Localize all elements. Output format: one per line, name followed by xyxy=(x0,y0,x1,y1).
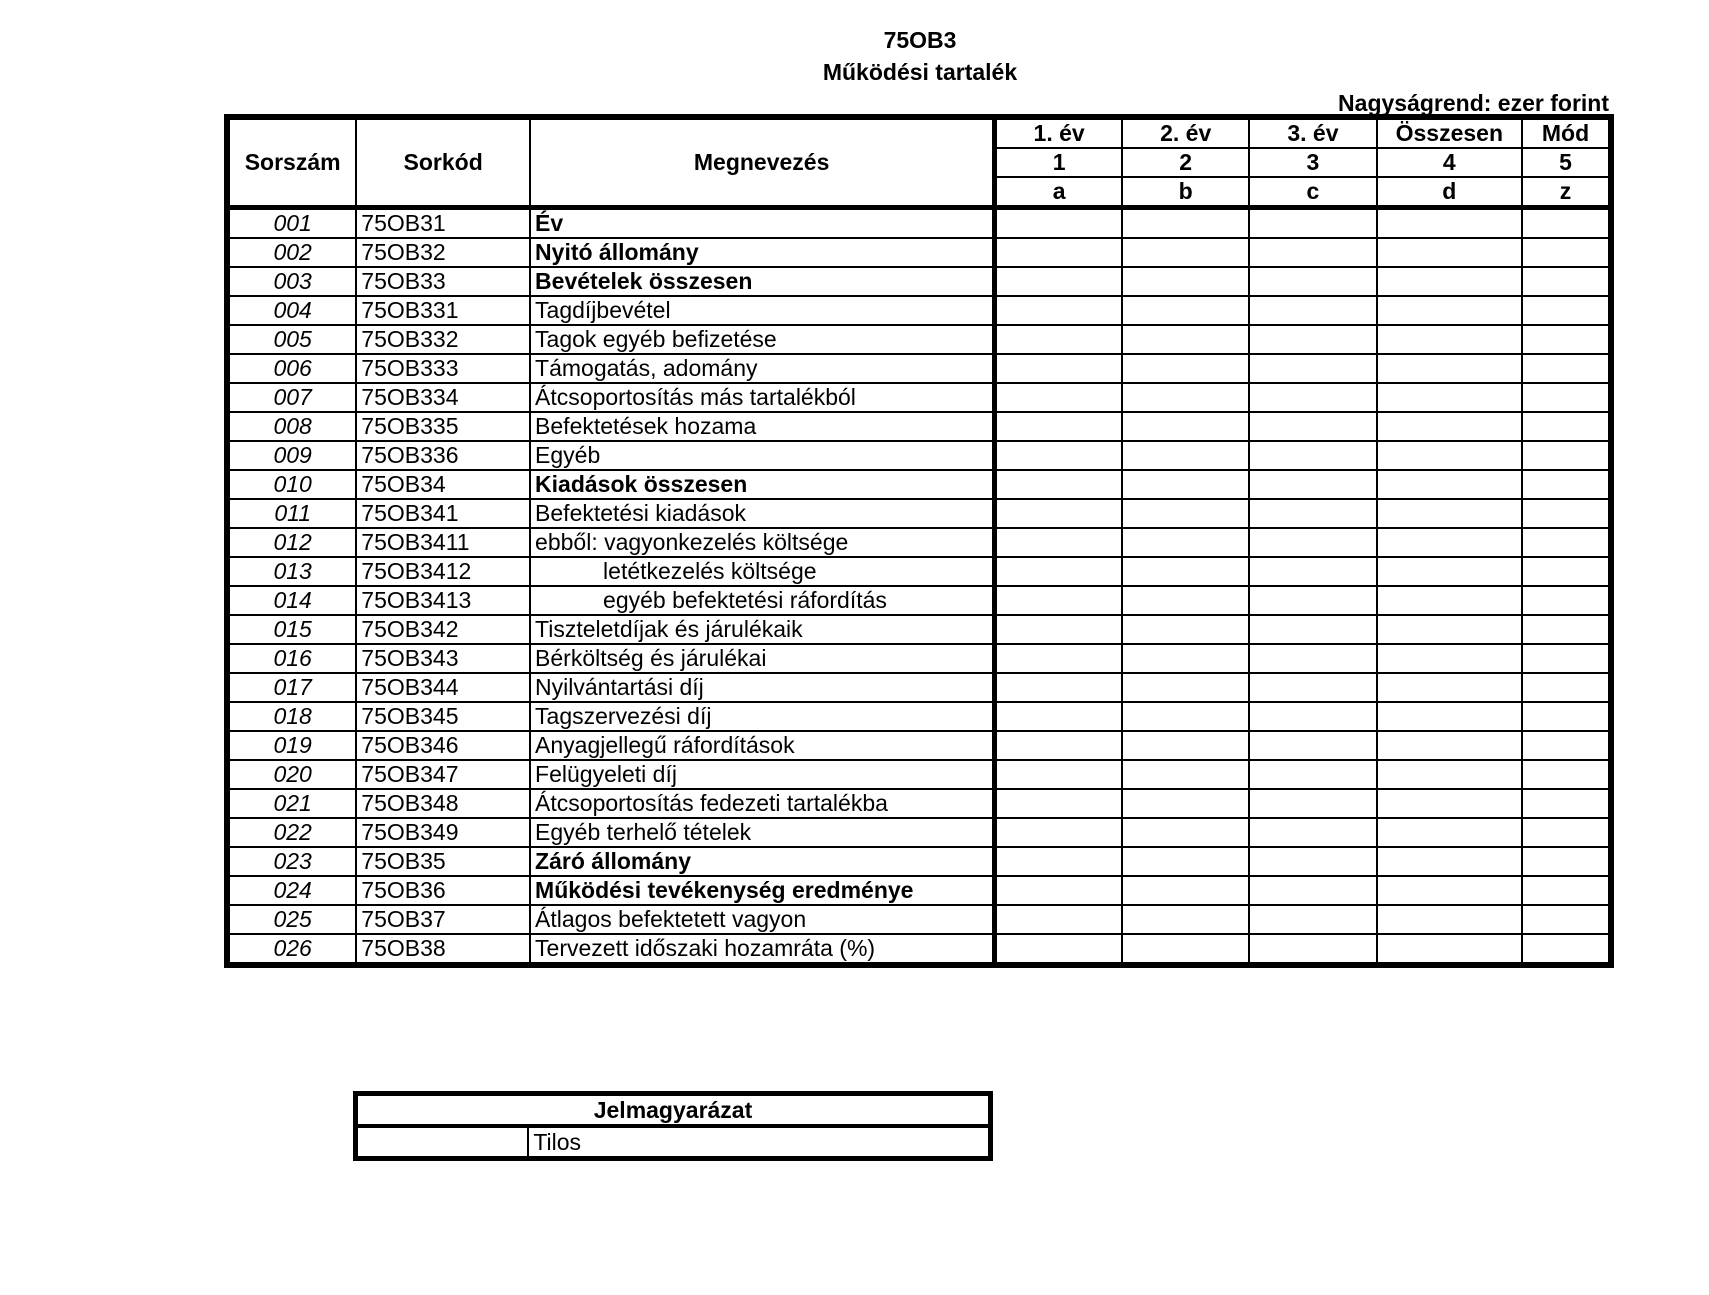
value-cell-total[interactable] xyxy=(1377,267,1522,296)
value-cell-mod[interactable] xyxy=(1522,238,1611,267)
table-row xyxy=(227,905,1611,934)
row-code: 75OB34 xyxy=(356,470,530,499)
value-cell-total[interactable] xyxy=(1377,296,1522,325)
value-cell-year2[interactable] xyxy=(1122,325,1249,354)
value-cell-mod[interactable] xyxy=(1522,325,1611,354)
row-number: 009 xyxy=(227,441,356,470)
value-cell-year2[interactable] xyxy=(1122,238,1249,267)
table-row xyxy=(227,208,1611,239)
value-cell-mod[interactable] xyxy=(1522,847,1611,876)
value-cell-total[interactable] xyxy=(1377,702,1522,731)
value-cell-year2[interactable] xyxy=(1122,847,1249,876)
value-cell-year2[interactable] xyxy=(1122,528,1249,557)
row-code: 75OB3412 xyxy=(356,557,530,586)
col-mod-header: Mód xyxy=(1522,117,1611,148)
col-number: 4 xyxy=(1377,148,1522,177)
row-number: 013 xyxy=(227,557,356,586)
row-code: 75OB3411 xyxy=(356,528,530,557)
table-row xyxy=(227,731,1611,760)
value-cell-year1[interactable] xyxy=(995,586,1122,615)
value-cell-total[interactable] xyxy=(1377,528,1522,557)
table-row xyxy=(227,847,1611,876)
value-cell-mod[interactable] xyxy=(1522,644,1611,673)
main-table xyxy=(224,114,1614,968)
value-cell-year3[interactable] xyxy=(1249,876,1376,905)
value-cell-year3[interactable] xyxy=(1249,702,1376,731)
row-label: Egyéb xyxy=(530,441,995,470)
value-cell-year2[interactable] xyxy=(1122,876,1249,905)
table-row xyxy=(227,470,1611,499)
col-number: 5 xyxy=(1522,148,1611,177)
value-cell-total[interactable] xyxy=(1377,934,1522,965)
value-cell-mod[interactable] xyxy=(1522,383,1611,412)
value-cell-year3[interactable] xyxy=(1249,528,1376,557)
value-cell-year2[interactable] xyxy=(1122,702,1249,731)
value-cell-year1[interactable] xyxy=(995,934,1122,965)
col-sorszam-header: Sorszám xyxy=(227,117,356,208)
value-cell-year1[interactable] xyxy=(995,296,1122,325)
value-cell-year3[interactable] xyxy=(1249,905,1376,934)
value-cell-year2[interactable] xyxy=(1122,208,1249,239)
value-cell-year1[interactable] xyxy=(995,325,1122,354)
value-cell-total[interactable] xyxy=(1377,760,1522,789)
row-label: Kiadások összesen xyxy=(530,470,995,499)
table-row xyxy=(227,789,1611,818)
row-label: Tagdíjbevétel xyxy=(530,296,995,325)
row-number: 019 xyxy=(227,731,356,760)
table-row xyxy=(227,702,1611,731)
row-number: 018 xyxy=(227,702,356,731)
row-label: letétkezelés költsége xyxy=(530,557,995,586)
row-number: 002 xyxy=(227,238,356,267)
row-label: ebből: vagyonkezelés költsége xyxy=(530,528,995,557)
row-code: 75OB345 xyxy=(356,702,530,731)
value-cell-year2[interactable] xyxy=(1122,499,1249,528)
value-cell-mod[interactable] xyxy=(1522,586,1611,615)
value-cell-total[interactable] xyxy=(1377,818,1522,847)
col-letter: a xyxy=(995,177,1122,208)
value-cell-total[interactable] xyxy=(1377,557,1522,586)
value-cell-total[interactable] xyxy=(1377,208,1522,239)
value-cell-year1[interactable] xyxy=(995,208,1122,239)
value-cell-year1[interactable] xyxy=(995,847,1122,876)
value-cell-year3[interactable] xyxy=(1249,499,1376,528)
row-number: 026 xyxy=(227,934,356,965)
table-row xyxy=(227,296,1611,325)
value-cell-mod[interactable] xyxy=(1522,208,1611,239)
legend-swatch xyxy=(356,1126,529,1159)
col-megnevezes-header: Megnevezés xyxy=(530,117,995,208)
table-row xyxy=(227,238,1611,267)
value-cell-mod[interactable] xyxy=(1522,789,1611,818)
row-label: Tagszervezési díj xyxy=(530,702,995,731)
row-label: Egyéb terhelő tételek xyxy=(530,818,995,847)
value-cell-year2[interactable] xyxy=(1122,644,1249,673)
value-cell-year1[interactable] xyxy=(995,789,1122,818)
value-cell-year3[interactable] xyxy=(1249,441,1376,470)
row-code: 75OB341 xyxy=(356,499,530,528)
value-cell-year2[interactable] xyxy=(1122,441,1249,470)
table-row xyxy=(227,412,1611,441)
row-code: 75OB36 xyxy=(356,876,530,905)
value-cell-total[interactable] xyxy=(1377,905,1522,934)
value-cell-mod[interactable] xyxy=(1522,818,1611,847)
row-label: Átlagos befektetett vagyon xyxy=(530,905,995,934)
value-cell-year2[interactable] xyxy=(1122,296,1249,325)
row-label: egyéb befektetési ráfordítás xyxy=(530,586,995,615)
value-cell-year3[interactable] xyxy=(1249,325,1376,354)
value-cell-mod[interactable] xyxy=(1522,760,1611,789)
row-number: 003 xyxy=(227,267,356,296)
value-cell-year1[interactable] xyxy=(995,702,1122,731)
value-cell-year3[interactable] xyxy=(1249,557,1376,586)
table-row xyxy=(227,876,1611,905)
col-sorkod-header: Sorkód xyxy=(356,117,530,208)
row-number: 006 xyxy=(227,354,356,383)
value-cell-mod[interactable] xyxy=(1522,354,1611,383)
row-code: 75OB37 xyxy=(356,905,530,934)
value-cell-year1[interactable] xyxy=(995,354,1122,383)
table-row xyxy=(227,267,1611,296)
value-cell-total[interactable] xyxy=(1377,470,1522,499)
row-number: 023 xyxy=(227,847,356,876)
row-code: 75OB33 xyxy=(356,267,530,296)
value-cell-year3[interactable] xyxy=(1249,238,1376,267)
value-cell-total[interactable] xyxy=(1377,441,1522,470)
table-row xyxy=(227,934,1611,965)
row-code: 75OB335 xyxy=(356,412,530,441)
form-code: 75OB3 xyxy=(883,27,957,53)
value-cell-year3[interactable] xyxy=(1249,354,1376,383)
col-letter: z xyxy=(1522,177,1611,208)
row-label: Bérköltség és járulékai xyxy=(530,644,995,673)
row-code: 75OB333 xyxy=(356,354,530,383)
row-code: 75OB332 xyxy=(356,325,530,354)
row-label: Átcsoportosítás fedezeti tartalékba xyxy=(530,789,995,818)
value-cell-year3[interactable] xyxy=(1249,383,1376,412)
col-total-header: Összesen xyxy=(1377,117,1522,148)
row-code: 75OB35 xyxy=(356,847,530,876)
col-number: 2 xyxy=(1122,148,1249,177)
row-number: 020 xyxy=(227,760,356,789)
value-cell-year3[interactable] xyxy=(1249,818,1376,847)
value-cell-total[interactable] xyxy=(1377,238,1522,267)
row-code: 75OB38 xyxy=(356,934,530,965)
row-code: 75OB347 xyxy=(356,760,530,789)
row-label: Tagok egyéb befizetése xyxy=(530,325,995,354)
table-row xyxy=(227,383,1611,412)
row-code: 75OB343 xyxy=(356,644,530,673)
value-cell-year2[interactable] xyxy=(1122,789,1249,818)
value-cell-year1[interactable] xyxy=(995,441,1122,470)
value-cell-year1[interactable] xyxy=(995,470,1122,499)
table-row xyxy=(227,760,1611,789)
value-cell-total[interactable] xyxy=(1377,412,1522,441)
row-code: 75OB344 xyxy=(356,673,530,702)
row-label: Tiszteletdíjak és járulékaik xyxy=(530,615,995,644)
col-letter: b xyxy=(1122,177,1249,208)
row-number: 024 xyxy=(227,876,356,905)
value-cell-mod[interactable] xyxy=(1522,412,1611,441)
row-number: 008 xyxy=(227,412,356,441)
value-cell-year1[interactable] xyxy=(995,528,1122,557)
value-cell-year1[interactable] xyxy=(995,267,1122,296)
value-cell-year1[interactable] xyxy=(995,557,1122,586)
value-cell-total[interactable] xyxy=(1377,847,1522,876)
value-cell-mod[interactable] xyxy=(1522,267,1611,296)
value-cell-year3[interactable] xyxy=(1249,934,1376,965)
row-number: 025 xyxy=(227,905,356,934)
value-cell-year2[interactable] xyxy=(1122,267,1249,296)
value-cell-year2[interactable] xyxy=(1122,383,1249,412)
value-cell-year3[interactable] xyxy=(1249,267,1376,296)
form-title: Működési tartalék xyxy=(822,59,1018,85)
value-cell-year1[interactable] xyxy=(995,905,1122,934)
row-number: 015 xyxy=(227,615,356,644)
table-row xyxy=(227,441,1611,470)
row-number: 017 xyxy=(227,673,356,702)
value-cell-year3[interactable] xyxy=(1249,586,1376,615)
row-number: 001 xyxy=(227,208,356,239)
table-row xyxy=(227,354,1611,383)
value-cell-year1[interactable] xyxy=(995,760,1122,789)
col-number: 1 xyxy=(995,148,1122,177)
row-code: 75OB349 xyxy=(356,818,530,847)
row-label: Felügyeleti díj xyxy=(530,760,995,789)
col-year-header: 3. év xyxy=(1249,117,1376,148)
value-cell-mod[interactable] xyxy=(1522,934,1611,965)
legend-table xyxy=(353,1091,993,1161)
row-code: 75OB31 xyxy=(356,208,530,239)
col-year-header: 1. év xyxy=(995,117,1122,148)
value-cell-total[interactable] xyxy=(1377,731,1522,760)
value-cell-year2[interactable] xyxy=(1122,760,1249,789)
row-number: 007 xyxy=(227,383,356,412)
value-cell-year3[interactable] xyxy=(1249,412,1376,441)
value-cell-year1[interactable] xyxy=(995,615,1122,644)
value-cell-year2[interactable] xyxy=(1122,557,1249,586)
row-code: 75OB331 xyxy=(356,296,530,325)
value-cell-year1[interactable] xyxy=(995,731,1122,760)
value-cell-total[interactable] xyxy=(1377,789,1522,818)
value-cell-total[interactable] xyxy=(1377,354,1522,383)
row-label: Záró állomány xyxy=(530,847,995,876)
table-row xyxy=(227,586,1611,615)
row-label: Nyitó állomány xyxy=(530,238,995,267)
value-cell-year2[interactable] xyxy=(1122,586,1249,615)
value-cell-total[interactable] xyxy=(1377,876,1522,905)
value-cell-mod[interactable] xyxy=(1522,731,1611,760)
row-label: Támogatás, adomány xyxy=(530,354,995,383)
table-header xyxy=(227,117,1611,208)
value-cell-year2[interactable] xyxy=(1122,673,1249,702)
value-cell-year1[interactable] xyxy=(995,818,1122,847)
value-cell-mod[interactable] xyxy=(1522,470,1611,499)
row-label: Befektetések hozama xyxy=(530,412,995,441)
table-row xyxy=(227,644,1611,673)
value-cell-year3[interactable] xyxy=(1249,208,1376,239)
legend-title: Jelmagyarázat xyxy=(356,1094,991,1127)
row-number: 010 xyxy=(227,470,356,499)
value-cell-total[interactable] xyxy=(1377,644,1522,673)
value-cell-total[interactable] xyxy=(1377,615,1522,644)
table-row xyxy=(227,615,1611,644)
row-label: Befektetési kiadások xyxy=(530,499,995,528)
value-cell-year1[interactable] xyxy=(995,412,1122,441)
value-cell-year2[interactable] xyxy=(1122,470,1249,499)
value-cell-year2[interactable] xyxy=(1122,615,1249,644)
value-cell-year2[interactable] xyxy=(1122,818,1249,847)
row-number: 014 xyxy=(227,586,356,615)
value-cell-mod[interactable] xyxy=(1522,905,1611,934)
row-label: Működési tevékenység eredménye xyxy=(530,876,995,905)
row-label: Átcsoportosítás más tartalékból xyxy=(530,383,995,412)
value-cell-year3[interactable] xyxy=(1249,470,1376,499)
value-cell-year2[interactable] xyxy=(1122,934,1249,965)
row-code: 75OB336 xyxy=(356,441,530,470)
row-number: 012 xyxy=(227,528,356,557)
value-cell-mod[interactable] xyxy=(1522,441,1611,470)
value-cell-mod[interactable] xyxy=(1522,876,1611,905)
value-cell-mod[interactable] xyxy=(1522,557,1611,586)
unit-label: Nagyságrend: ezer forint xyxy=(1338,90,1609,116)
row-label: Év xyxy=(530,208,995,239)
row-number: 022 xyxy=(227,818,356,847)
row-number: 005 xyxy=(227,325,356,354)
col-year-header: 2. év xyxy=(1122,117,1249,148)
value-cell-mod[interactable] xyxy=(1522,296,1611,325)
value-cell-mod[interactable] xyxy=(1522,528,1611,557)
row-number: 004 xyxy=(227,296,356,325)
value-cell-year1[interactable] xyxy=(995,876,1122,905)
value-cell-year3[interactable] xyxy=(1249,673,1376,702)
value-cell-year3[interactable] xyxy=(1249,760,1376,789)
value-cell-year2[interactable] xyxy=(1122,354,1249,383)
value-cell-year1[interactable] xyxy=(995,238,1122,267)
value-cell-year1[interactable] xyxy=(995,644,1122,673)
table-row xyxy=(227,528,1611,557)
row-number: 021 xyxy=(227,789,356,818)
table-row xyxy=(227,557,1611,586)
col-letter: c xyxy=(1249,177,1376,208)
table-row xyxy=(227,673,1611,702)
value-cell-year3[interactable] xyxy=(1249,847,1376,876)
table-body xyxy=(227,208,1611,966)
value-cell-mod[interactable] xyxy=(1522,673,1611,702)
col-number: 3 xyxy=(1249,148,1376,177)
row-label: Tervezett időszaki hozamráta (%) xyxy=(530,934,995,965)
row-number: 011 xyxy=(227,499,356,528)
row-label: Bevételek összesen xyxy=(530,267,995,296)
value-cell-year1[interactable] xyxy=(995,383,1122,412)
row-code: 75OB3413 xyxy=(356,586,530,615)
value-cell-year2[interactable] xyxy=(1122,412,1249,441)
row-code: 75OB342 xyxy=(356,615,530,644)
value-cell-total[interactable] xyxy=(1377,586,1522,615)
value-cell-year2[interactable] xyxy=(1122,731,1249,760)
row-code: 75OB348 xyxy=(356,789,530,818)
row-code: 75OB346 xyxy=(356,731,530,760)
value-cell-year1[interactable] xyxy=(995,673,1122,702)
col-letter: d xyxy=(1377,177,1522,208)
value-cell-year3[interactable] xyxy=(1249,615,1376,644)
value-cell-year3[interactable] xyxy=(1249,296,1376,325)
row-label: Anyagjellegű ráfordítások xyxy=(530,731,995,760)
row-code: 75OB32 xyxy=(356,238,530,267)
value-cell-year3[interactable] xyxy=(1249,644,1376,673)
row-number: 016 xyxy=(227,644,356,673)
row-code: 75OB334 xyxy=(356,383,530,412)
value-cell-total[interactable] xyxy=(1377,325,1522,354)
value-cell-mod[interactable] xyxy=(1522,702,1611,731)
value-cell-mod[interactable] xyxy=(1522,615,1611,644)
table-row xyxy=(227,499,1611,528)
value-cell-year2[interactable] xyxy=(1122,905,1249,934)
table-row xyxy=(227,818,1611,847)
value-cell-total[interactable] xyxy=(1377,383,1522,412)
value-cell-year3[interactable] xyxy=(1249,731,1376,760)
legend-item: Tilos xyxy=(528,1126,990,1159)
value-cell-year1[interactable] xyxy=(995,499,1122,528)
value-cell-year3[interactable] xyxy=(1249,789,1376,818)
table-row xyxy=(227,325,1611,354)
value-cell-mod[interactable] xyxy=(1522,499,1611,528)
value-cell-total[interactable] xyxy=(1377,499,1522,528)
value-cell-total[interactable] xyxy=(1377,673,1522,702)
row-label: Nyilvántartási díj xyxy=(530,673,995,702)
